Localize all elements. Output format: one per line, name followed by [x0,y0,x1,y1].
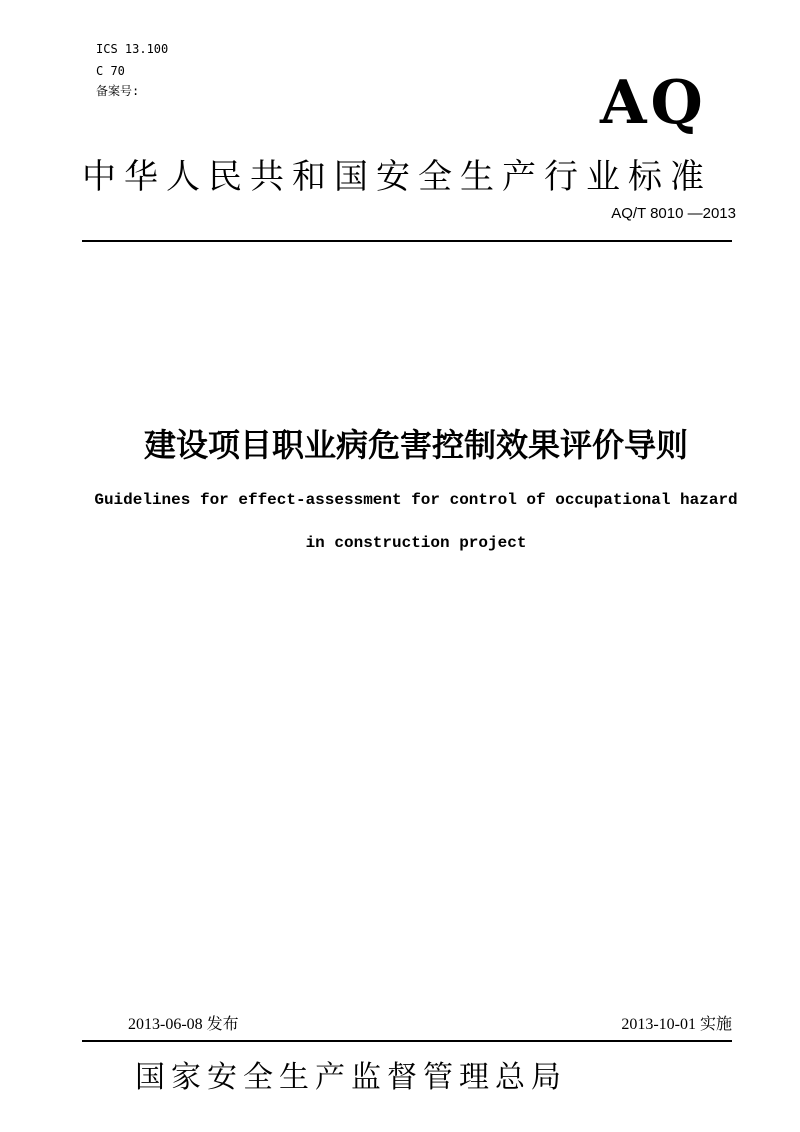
issue-date: 2013-06-08 发布 [128,1016,239,1033]
effective-date: 2013-10-01 实施 [621,1016,732,1033]
publisher: 国家安全生产监督管理总局 [135,1060,567,1095]
document-title-zh: 建设项目职业病危害控制效果评价导则 [143,426,688,464]
ccs-number: C 70 [96,64,125,78]
standard-category: 中华人民共和国安全生产行业标准 [82,157,712,197]
aq-logo: AQ [600,68,707,138]
ics-number: ICS 13.100 [96,42,169,56]
document-title-en-line1: Guidelines for effect-assessment for control of occupational hazard [94,491,738,509]
document-title-en-line2: in construction project [305,534,527,552]
footer-divider [82,1040,732,1042]
header-divider [82,240,732,242]
filing-number-label: 备案号: [96,84,140,98]
standard-code: AQ/T 8010 —2013 [611,205,736,222]
